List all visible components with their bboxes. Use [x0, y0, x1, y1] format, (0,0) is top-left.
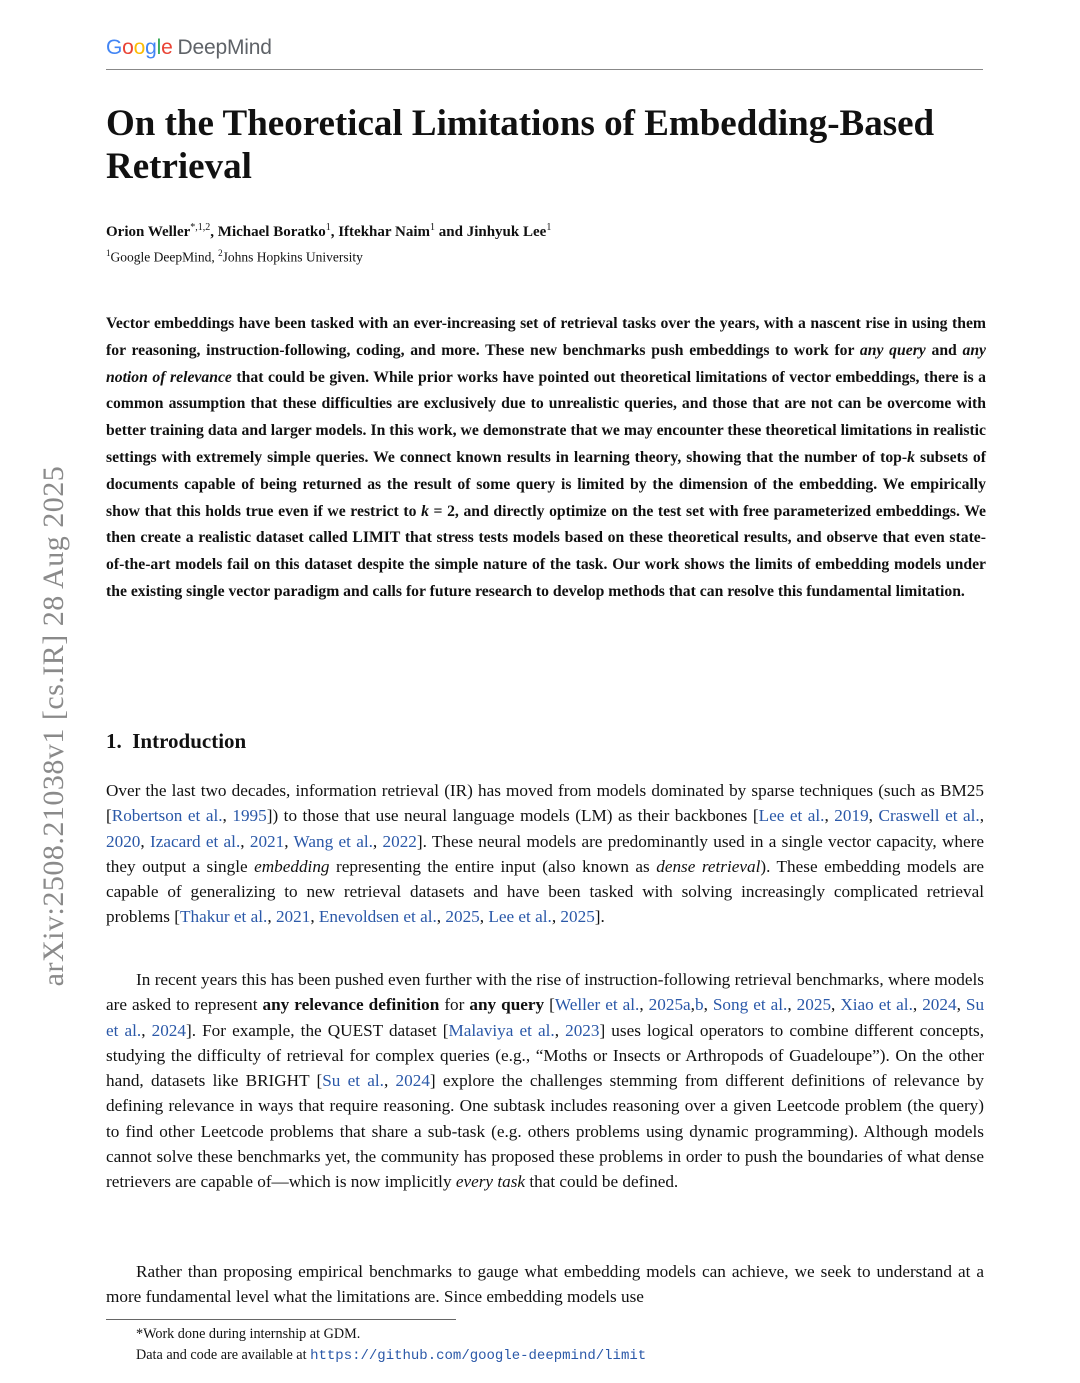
logo-letter: G	[106, 36, 123, 59]
author-name: Michael Boratko	[217, 224, 326, 240]
author-affiliation-marker: 1	[325, 222, 331, 233]
footnote-rule	[106, 1319, 456, 1320]
citation-link[interactable]: Malaviya et al.	[448, 1020, 555, 1040]
logo-letter: o	[133, 36, 146, 59]
logo-letter: o	[122, 36, 134, 59]
intro-paragraph-1: Over the last two decades, information retrieval (IR) has moved from models dominated by sparse techniques (such as BM25 [Robertson et al., 1995]) to those that use neural language models (LM) as their backbones [Lee et al., 2019, Craswell et al., 2020, Izacard et al., 2021, Wang et al., 2022]. These neural models are predominantly used in a single vector capacity, where they output a single embedding representing the entire input (also known as dense retrieval). These embedding models are capable of generalizing to new retrieval datasets and have been tasked with solving increasingly complicated retrieval problems [Thakur et al., 2021, Enevoldsen et al., 2025, Lee et al., 2025].	[106, 781, 985, 927]
citation-link[interactable]: Wang et al.	[293, 831, 373, 851]
italic-text: k	[421, 502, 429, 520]
citation-link[interactable]: 2021	[249, 831, 285, 851]
citation-link[interactable]: 2023	[565, 1020, 600, 1040]
citation-link[interactable]: Enevoldsen et al.	[318, 907, 437, 927]
author-name: Iftekhar Naim	[338, 224, 431, 240]
affiliation-marker: 2	[218, 248, 223, 258]
citation-link[interactable]: 2025	[560, 907, 595, 927]
section-title: Introduction	[132, 729, 247, 753]
citation-link[interactable]: Robertson et al.	[111, 806, 223, 826]
footnote-code	[136, 1345, 646, 1367]
section-number: 1.	[106, 729, 122, 753]
italic-text: any query	[859, 341, 926, 359]
citation-link[interactable]: 2025a	[648, 995, 691, 1015]
citation-link[interactable]: Craswell et al.	[878, 806, 980, 826]
logo-letter: e	[161, 36, 173, 59]
google-deepmind-logo	[106, 36, 272, 60]
citation-link[interactable]: Izacard et al.	[149, 831, 241, 851]
deepmind-wordmark: DeepMind	[177, 36, 272, 59]
affiliation-marker: 1	[106, 248, 111, 258]
citation-link[interactable]: 2022	[382, 831, 417, 851]
citation-link[interactable]: 2024	[922, 995, 957, 1015]
google-wordmark	[106, 36, 173, 59]
abstract: Vector embeddings have been tasked with an ever-increasing set of retrieval tasks over the years, with a nascent rise in using them for reasoning, instruction-following, coding, and more. These new benchmarks push embeddings to work for any query and any notion of relevance that could be given. While prior works have pointed out theoretical limitations of vector embeddings, there is a common assumption that these difficulties are exclusively due to unrealistic queries, and those that are not can be overcome with better training data and larger models. In this work, we demonstrate that we may encounter these theoretical limitations in realistic settings with extremely simple queries. We connect known results in learning theory, showing that the number of top-k subsets of documents capable of being returned as the result of some query is limited by the dimension of the embedding. We empirically show that this holds true even if we restrict to k = 2, and directly optimize on the test set with free parameterized embeddings. We then create a realistic dataset called LIMIT that stress tests models based on these theoretical results, and observe that even state-of-the-art models fail on this dataset despite the simple nature of the task. Our work shows the limits of embedding models under the existing single vector paradigm and calls for future research to develop methods that can resolve this fundamental limitation.	[106, 315, 986, 600]
citation-link[interactable]: Xiao et al.	[840, 995, 913, 1015]
citation-link[interactable]: 1995	[232, 806, 267, 826]
italic-text: every task	[455, 1172, 526, 1192]
citation-link[interactable]: Thakur et al.	[180, 907, 268, 927]
author-name: Jinhyuk Lee	[466, 224, 547, 240]
citation-link[interactable]: Song et al.	[712, 995, 788, 1015]
citation-link[interactable]: 2025	[445, 907, 480, 927]
author-name: Orion Weller	[106, 224, 191, 240]
header-rule	[106, 69, 983, 70]
italic-text: dense retrieval	[656, 856, 761, 876]
citation-link[interactable]: 2020	[106, 831, 141, 851]
citation-link[interactable]: Su et al.	[106, 995, 985, 1040]
affiliation-list: $^1$Google DeepMind, $^2$Johns Hopkins University	[106, 248, 363, 265]
citation-link[interactable]: 2024	[395, 1071, 430, 1091]
logo-letter: g	[145, 36, 157, 59]
citation-link[interactable]: 2024	[151, 1020, 186, 1040]
citation-link[interactable]: b	[694, 995, 704, 1015]
author-list: Orion Weller$^{*,1,2}$, Michael Boratko$^1$, Iftekhar Naim$^1$ and Jinhyuk Lee$^1$	[106, 222, 552, 240]
bold-text: any query	[469, 995, 545, 1015]
author-affiliation-marker: 1	[546, 222, 552, 233]
paper-title: On the Theoretical Limitations of Embedding-Based Retrieval	[106, 103, 935, 187]
footnote-internship: *Work done during internship at GDM.	[136, 1326, 361, 1342]
section-heading-introduction	[106, 729, 246, 754]
footnotes	[136, 1324, 646, 1367]
citation-link[interactable]: Weller et al.	[554, 995, 640, 1015]
italic-text: k	[907, 448, 915, 466]
arxiv-identifier: arXiv:2508.21038v1 [cs.IR] 28 Aug 2025	[37, 465, 70, 987]
italic-text: any notion of relevance	[106, 341, 986, 386]
author-affiliation-marker: 1	[430, 222, 436, 233]
citation-link[interactable]: 2021	[275, 907, 311, 927]
intro-paragraph-2: In recent years this has been pushed even further with the rise of instruction-following retrieval benchmarks, where models are asked to represent any relevance definition for any query [Weller et al., 2025a,b, Song et al., 2025, Xiao et al., 2024, Su et al., 2024]. For example, the QUEST dataset [Malaviya et al., 2023] uses logical operators to combine different concepts, studying the difficulty of retrieval for complex queries (e.g., “Moths or Insects or Arthropods of Guadeloupe”). On the other hand, datasets like BRIGHT [Su et al., 2024] explore the challenges stemming from different definitions of relevance by defining relevance in ways that require reasoning. One subtask includes reasoning over a given Leetcode problem (the query) to find other Leetcode problems that share a sub-task (e.g. others problems using dynamic programming). Although models cannot solve these benchmarks yet, the community has proposed these problems in order to push the boundaries of what dense retrievers are capable of—which is now implicitly every task that could be defined.	[106, 970, 985, 1192]
citation-link[interactable]: 2025	[796, 995, 832, 1015]
affiliation-name: Johns Hopkins University	[222, 249, 363, 265]
footnote-code-text: Data and code are available at	[136, 1347, 311, 1363]
citation-link[interactable]: Lee et al.	[488, 907, 552, 927]
logo-letter: l	[156, 36, 162, 59]
bold-text: any relevance definition	[262, 995, 440, 1015]
intro-paragraph-3: Rather than proposing empirical benchmarks to gauge what embedding models can achieve, we seek to understand at a more fundamental level what the limitations are. Since embedding models use	[106, 1262, 984, 1307]
citation-link[interactable]: Su et al.	[322, 1071, 384, 1091]
affiliation-name: Google DeepMind	[110, 249, 212, 265]
citation-link[interactable]: 2019	[834, 806, 869, 826]
author-affiliation-marker: *,1,2	[190, 222, 211, 233]
citation-link[interactable]: Lee et al.	[758, 806, 825, 826]
italic-text: embedding	[254, 856, 330, 876]
github-link[interactable]: https://github.com/google-deepmind/limit	[310, 1348, 647, 1364]
